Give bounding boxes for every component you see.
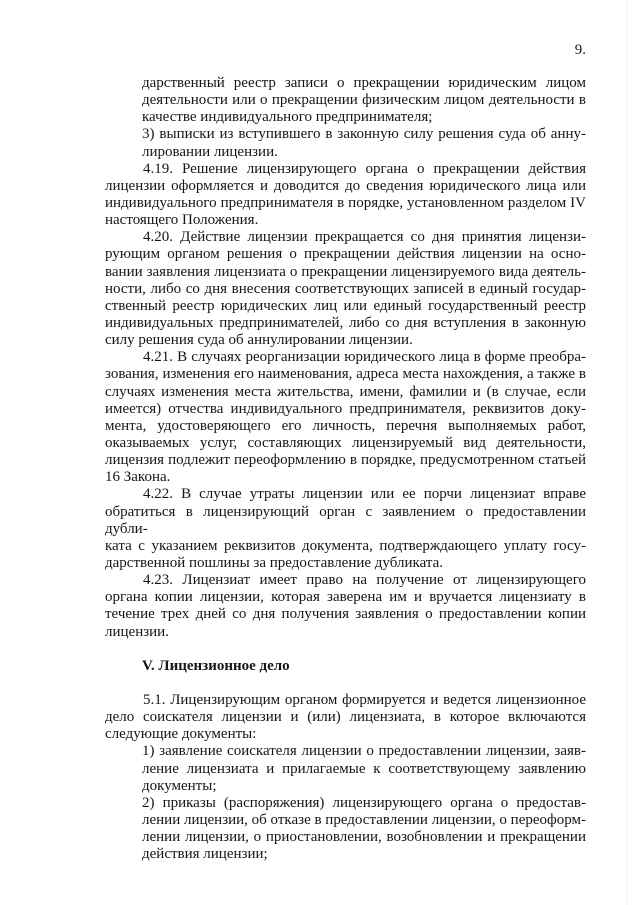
section-heading: V. Лицензионное дело (142, 657, 290, 674)
text-line: мента, удостоверяющего его личность, перечня выполняемых работ, (105, 417, 586, 434)
text-line: вании заявления лицензиата о прекращении лицензируемого вида деятель- (105, 263, 586, 280)
text-line: 5.1. Лицензирующим органом формируется и ведется лицензионное (143, 692, 586, 709)
scan-edge-line (627, 0, 628, 905)
text-line: лицензии оформляется и доводится до сведения юридического лица или (105, 177, 586, 194)
text-line: индивидуального предпринимателя в порядке, установленном разделом IV (105, 194, 586, 211)
text-line: качестве индивидуального предпринимателя; (142, 109, 433, 126)
text-line: 4.19. Решение лицензирующего органа о прекращении действия (143, 160, 586, 177)
text-line: дело соискателя лицензии и (или) лицензиата, в которое включаются (105, 709, 586, 726)
text-line: 4.20. Действие лицензии прекращается со дня принятия лицензи- (143, 229, 586, 246)
text-line: лировании лицензии. (142, 143, 278, 160)
text-line: органа копии лицензии, которая заверена им и вручается лицензиату в (105, 589, 586, 606)
text-line: следующие документы: (105, 726, 257, 743)
text-line: ности, либо со дня внесения соответствующих записей в единый государ- (105, 280, 586, 297)
paragraph-4-21 (105, 349, 586, 486)
text-line: 4.21. В случаях реорганизации юридического лица в форме преобра- (143, 349, 586, 366)
text-line: лицензия подлежит переоформлению в порядке, предусмотренном статьей (105, 452, 586, 469)
page-number: 9. (574, 42, 586, 58)
text-line: 4.23. Лицензиат имеет право на получение от лицензирующего (143, 572, 586, 589)
paragraph-4-23 (105, 572, 586, 641)
text-line: 4.22. В случае утраты лицензии или ее порчи лицензиат вправе (143, 486, 586, 503)
text-line: лении лицензии, о приостановлении, возобновлении и прекращении (142, 829, 586, 846)
list-item-2-continued (105, 75, 586, 126)
paragraph-4-22 (105, 486, 586, 572)
list-item-3 (105, 126, 586, 160)
document-body (105, 75, 586, 863)
text-line: 3) выписки из вступившего в законную силу решения суда об анну- (142, 126, 586, 143)
text-line: обратиться в лицензирующий орган с заявлением о предоставлении дубли- (105, 503, 586, 537)
text-line: ление лицензиата и прилагаемые к соответствующему заявлению (142, 760, 586, 777)
text-line: течение трех дней со дня получения заявления о предоставлении копии (105, 606, 586, 623)
text-line: 1) заявление соискателя лицензии о предоставлении лицензии, заяв- (142, 743, 586, 760)
text-line: настоящего Положения. (105, 212, 259, 229)
text-line: 2) приказы (распоряжения) лицензирующего органа о предостав- (142, 794, 586, 811)
text-line: оказываемых услуг, составляющих лицензируемый вид деятельности, (105, 434, 586, 451)
text-line: зования, изменения его наименования, адреса места нахождения, а также в (105, 366, 586, 383)
text-line: действия лицензии; (142, 846, 268, 863)
text-line: индивидуальных предпринимателей, либо со дня вступления в законную (105, 314, 586, 331)
text-line: ката с указанием реквизитов документа, подтверждающего уплату госу- (105, 537, 586, 554)
text-line: лицензии. (105, 623, 169, 640)
list-item-2 (105, 795, 586, 864)
text-line: силу решения суда об аннулировании лицензии. (105, 332, 413, 349)
text-line: деятельности или о прекращении физическим лицом деятельности в (142, 92, 586, 109)
text-line: имеется) отчества индивидуального предпринимателя, реквизитов доку- (105, 400, 586, 417)
text-line: 16 Закона. (105, 469, 171, 486)
text-line: дарственной пошлины за предоставление дубликата. (105, 554, 443, 571)
paragraph-4-20 (105, 229, 586, 349)
list-item-1 (105, 743, 586, 794)
text-line: рующим органом решения о прекращении действия лицензии на осно- (105, 246, 586, 263)
paragraph-5-1 (105, 692, 586, 743)
text-line: документы; (142, 777, 217, 794)
text-line: случаях изменения места жительства, имени, фамилии и (в случае, если (105, 383, 586, 400)
paragraph-4-19 (105, 161, 586, 230)
text-line: ственный реестр юридических лиц или единый государственный реестр (105, 297, 586, 314)
text-line: лении лицензии, об отказе в предоставлении лицензии, о переоформ- (142, 812, 586, 829)
text-line: дарственный реестр записи о прекращении юридическим лицом (142, 75, 586, 91)
